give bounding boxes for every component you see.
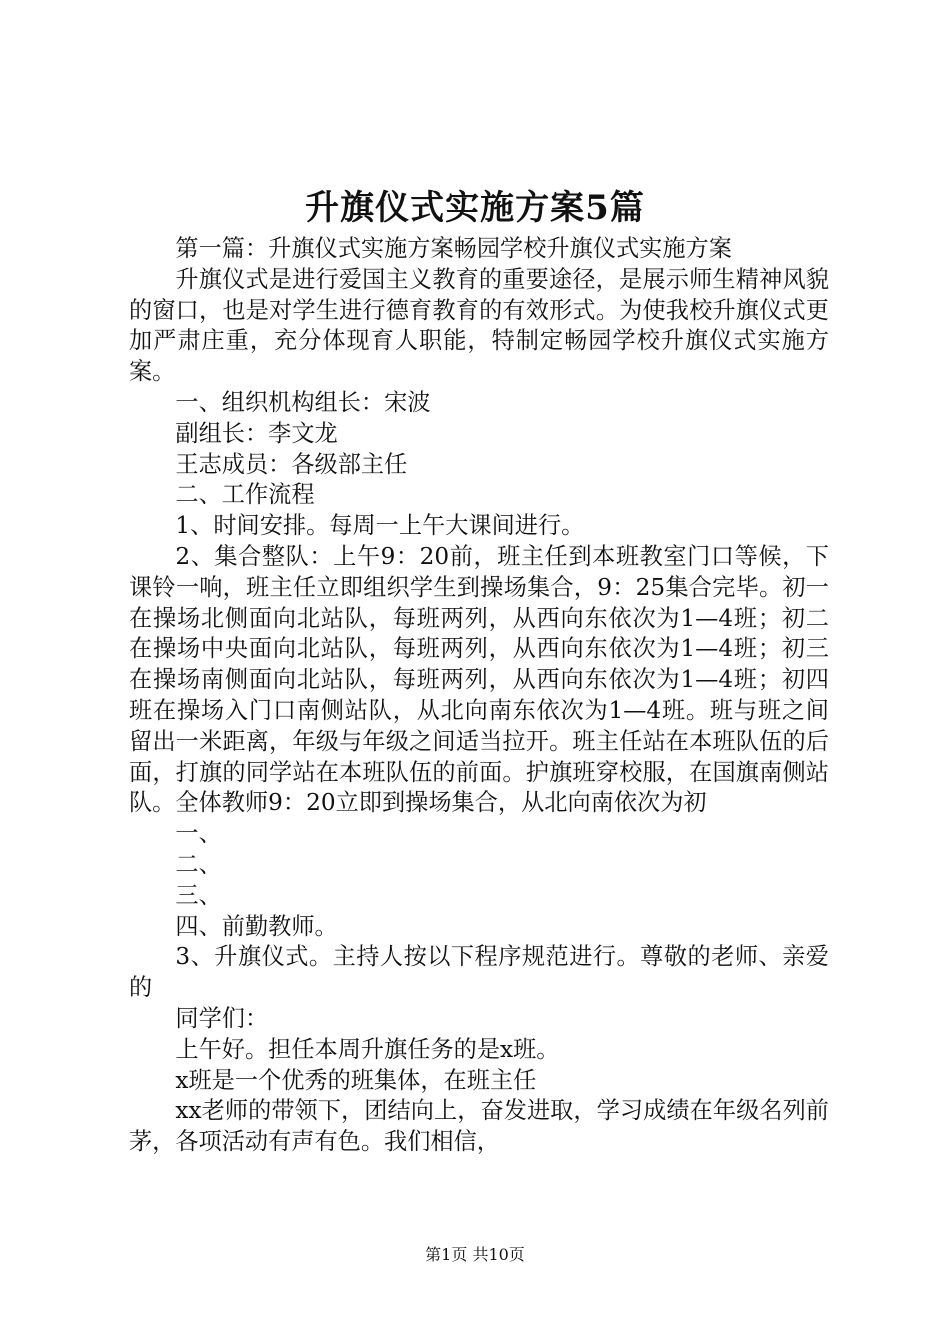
paragraph: 三、 [175, 881, 222, 909]
paragraph: 3、升旗仪式。主持人按以下程序规范进行。尊敬的老师、亲爱的 [129, 943, 829, 1002]
paragraph: 1、时间安排。每周一上午大课间进行。 [175, 512, 585, 540]
paragraph: 二、工作流程 [175, 481, 315, 509]
paragraph: 四、前勤教师。 [175, 912, 338, 940]
paragraph: xx老师的带领下，团结向上，奋发进取，学习成绩在年级名列前茅，各项活动有声有色。我们相信， [129, 1097, 829, 1156]
paragraph: 2、集合整队：上午9：20前，班主任到本班教室门口等候，下课铃一响，班主任立即组织学生到操场集合，9：25集合完毕。初一在操场北侧面向北站队，每班两列，从西向东依次为1—4班；初二在操场中央面向北站队，每班两列，从西向东依次为1—4班；初三在操场南侧面向北站队，每班两列，从西向东依次为1—4班；初四班在操场入门口南侧站队，从北向南东依次为1—4班。班与班之间留出一米距离，年级与年级之间适当拉开。班主任站在本班队伍的后面，打旗的同学站在本班队伍的前面。护旗班穿校服，在国旗南侧站队。全体教师9：20立即到操场集合，从北向南依次为初 [129, 542, 829, 817]
document-title: 升旗仪式实施方案5篇 [305, 188, 645, 228]
paragraph: x班是一个优秀的班集体，在班主任 [175, 1066, 537, 1094]
paragraph: 上午好。担任本周升旗任务的是x班。 [175, 1035, 560, 1063]
paragraph: 副组长：李文龙 [175, 419, 338, 447]
paragraph: 一、组织机构组长：宋波 [175, 388, 431, 416]
paragraph: 升旗仪式是进行爱国主义教育的重要途径，是展示师生精神风貌的窗口，也是对学生进行德育教育的有效形式。为使我校升旗仪式更加严肃庄重，充分体现育人职能，特制定畅园学校升旗仪式实施方案。 [129, 265, 829, 386]
paragraph: 第一篇：升旗仪式实施方案畅园学校升旗仪式实施方案 [175, 235, 732, 262]
document-body [129, 234, 829, 1158]
paragraph: 同学们： [175, 1004, 269, 1032]
paragraph: 二、 [175, 850, 222, 878]
paragraph: 王志成员：各级部主任 [175, 450, 408, 478]
page-number-footer: 第1页 共10页 [425, 1245, 525, 1264]
paragraph: 一、 [175, 820, 222, 848]
